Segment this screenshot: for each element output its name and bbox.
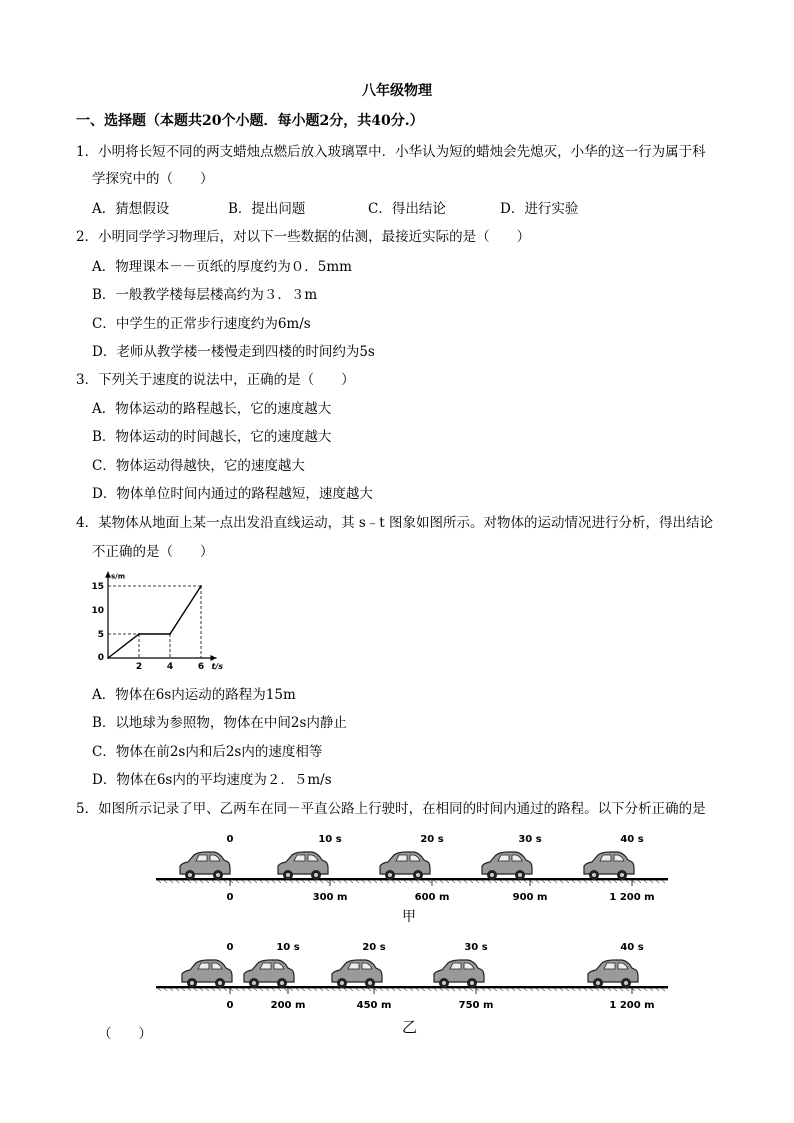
- road-jia-distance-label: 900 m: [512, 892, 548, 903]
- road-jia-distance-label: 600 m: [414, 892, 450, 903]
- y-tick-label: 15: [91, 582, 104, 592]
- q1-option-d[interactable]: D．进行实验: [500, 201, 579, 217]
- q1-stem-line1: 1．小明将长短不同的两支蜡烛点燃后放入玻璃罩中．小华认为短的蜡烛会先熄灭，小华的这一行为属于科: [76, 144, 706, 160]
- y-tick-label: 5: [97, 630, 104, 640]
- road-jia-distance-label: 300 m: [312, 892, 348, 903]
- road-yi-distance-label: 0: [226, 1000, 234, 1011]
- y-axis-label: s/m: [111, 572, 126, 581]
- x-axis-label: t/s: [211, 662, 224, 671]
- x-tick-label: 4: [166, 662, 174, 672]
- q3-stem: 3．下列关于速度的说法中，正确的是（ ）: [76, 372, 355, 388]
- q5-stem: 5．如图所示记录了甲、乙两车在同－平直公路上行驶时，在相同的时间内通过的路程。以下分析正确的是: [76, 801, 706, 817]
- road-label-jia: 甲: [402, 909, 416, 925]
- data-point: [107, 657, 109, 659]
- data-point: [200, 585, 202, 587]
- q3-option-d[interactable]: D．物体单位时间内通过的路程越短，速度越大: [92, 486, 373, 502]
- car-icon: [482, 852, 532, 880]
- road-jia-time-label: 40 s: [620, 834, 644, 845]
- q2-stem: 2．小明同学学习物理后，对以下一些数据的估测，最接近实际的是（ ）: [76, 229, 531, 245]
- road-yi-road: [156, 986, 668, 988]
- q2-option-a[interactable]: A．物理课本－－页纸的厚度约为０．5mm: [92, 259, 352, 275]
- q1-option-c[interactable]: C．得出结论: [368, 201, 446, 217]
- q3-option-c[interactable]: C．物体运动得越快，它的速度越大: [92, 458, 305, 474]
- q3-option-a[interactable]: A．物体运动的路程越长，它的速度越大: [92, 401, 332, 417]
- q2-option-c[interactable]: C．中学生的正常步行速度约为6m/s: [92, 316, 311, 332]
- car-icon: [244, 960, 294, 988]
- car-icon: [180, 852, 230, 880]
- car-icon: [380, 852, 430, 880]
- car-icon: [584, 852, 634, 880]
- car-icon: [434, 960, 484, 988]
- section-heading: 一、选择题（本题共20个小题．每小题2分，共40分.）: [76, 113, 424, 129]
- road-yi-time-label: 20 s: [362, 942, 386, 953]
- road-yi-time-label: 0: [226, 942, 234, 953]
- car-icon: [588, 960, 638, 988]
- road-jia-time-label: 10 s: [318, 834, 342, 845]
- page-title: 八年级物理: [362, 83, 432, 99]
- q3-option-b[interactable]: B．物体运动的时间越长，它的速度越大: [92, 429, 332, 445]
- q4-stem-line2: 不正确的是（ ）: [92, 544, 214, 560]
- road-yi-distance-label: 450 m: [356, 1000, 392, 1011]
- q1-option-a[interactable]: A．猜想假设: [92, 201, 170, 217]
- road-yi-distance-label: 1 200 m: [609, 1000, 655, 1011]
- st-graph: [86, 564, 224, 672]
- road-yi-time-label: 10 s: [276, 942, 300, 953]
- series-line: [108, 586, 201, 658]
- car-icon: [278, 852, 328, 880]
- road-jia-time-label: 0: [226, 834, 234, 845]
- x-tick-label: 6: [197, 662, 205, 672]
- road-jia-time-label: 20 s: [420, 834, 444, 845]
- road-jia-distance-label: 1 200 m: [609, 892, 655, 903]
- q4-stem-line1: 4．某物体从地面上某一点出发沿直线运动，其 s﹣t 图象如图所示。对物体的运动情况进行分析，得出结论: [76, 515, 714, 531]
- road-jia-distance-label: 0: [226, 892, 234, 903]
- q2-option-d[interactable]: D．老师从教学楼一楼慢走到四楼的时间约为5s: [92, 344, 375, 360]
- x-axis-arrow: [211, 655, 217, 661]
- y-tick-label: 10: [91, 606, 104, 616]
- y-tick-label: 0: [97, 653, 104, 663]
- road-yi-time-label: 40 s: [620, 942, 644, 953]
- q5-answer-blank[interactable]: （ ）: [98, 1026, 152, 1042]
- q1-option-b[interactable]: B．提出问题: [228, 201, 306, 217]
- road-figure: [150, 826, 670, 1026]
- q4-option-d[interactable]: D．物体在6s内的平均速度为２．５m/s: [92, 772, 332, 788]
- car-icon: [332, 960, 382, 988]
- x-tick-label: 2: [135, 662, 143, 672]
- road-yi-distance-label: 750 m: [458, 1000, 494, 1011]
- q4-option-b[interactable]: B．以地球为参照物，物体在中间2s内静止: [92, 715, 347, 731]
- road-jia-time-label: 30 s: [518, 834, 542, 845]
- data-point: [138, 633, 140, 635]
- road-yi-time-label: 30 s: [464, 942, 488, 953]
- q1-stem-line2: 学探究中的（ ）: [92, 171, 214, 187]
- car-icon: [182, 960, 232, 988]
- data-point: [169, 633, 171, 635]
- road-yi-distance-label: 200 m: [270, 1000, 306, 1011]
- q4-option-a[interactable]: A．物体在6s内运动的路程为15m: [92, 687, 296, 703]
- q2-option-b[interactable]: B．一般教学楼每层楼高约为３．３m: [92, 287, 318, 303]
- road-label-yi: 乙: [402, 1018, 418, 1036]
- q4-option-c[interactable]: C．物体在前2s内和后2s内的速度相等: [92, 744, 323, 760]
